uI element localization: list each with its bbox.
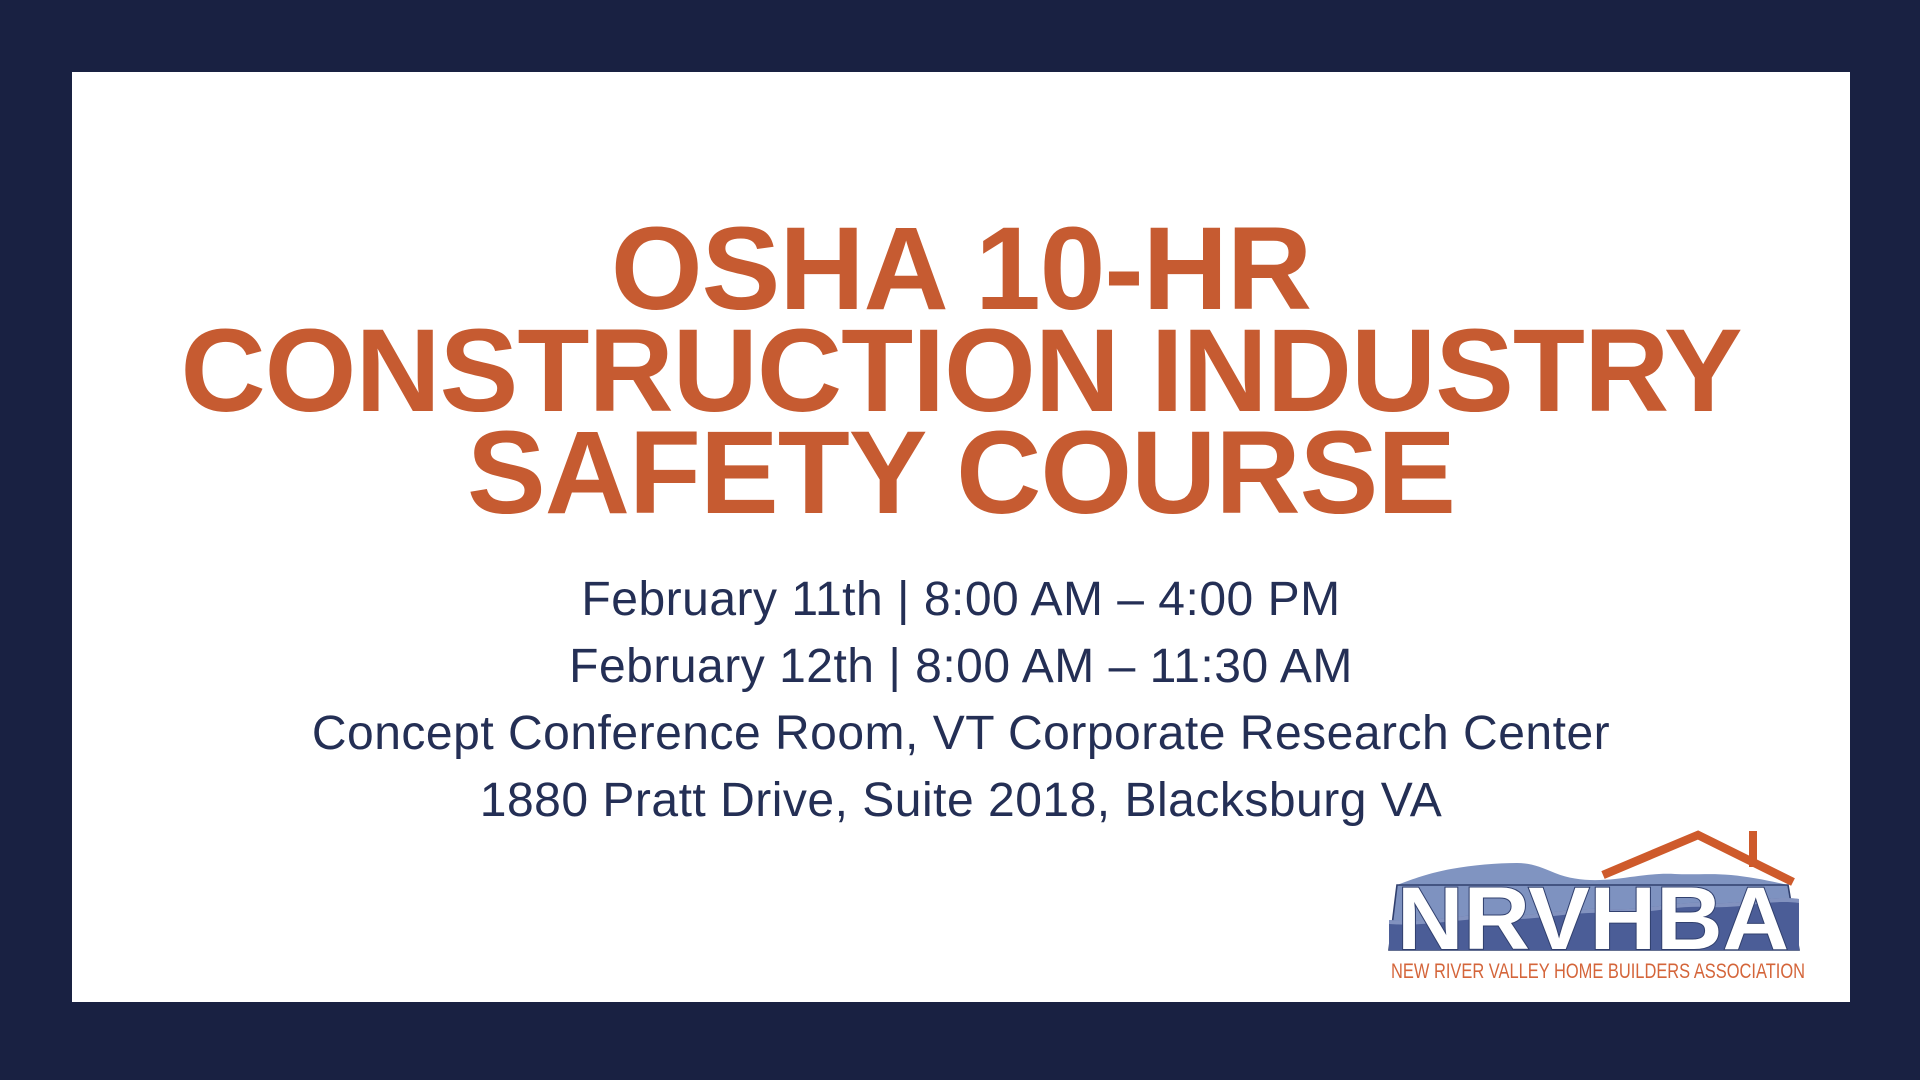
schedule-day1: February 11th | 8:00 AM – 4:00 PM	[581, 573, 1341, 626]
logo-acronym: NRVHBA	[1397, 868, 1789, 968]
nrvhba-logo-graphic	[1389, 823, 1821, 989]
nrvhba-logo	[1389, 823, 1821, 989]
schedule-day2: February 12th | 8:00 AM – 11:30 AM	[569, 640, 1353, 693]
course-title-line-2: CONSTRUCTION INDUSTRY	[180, 305, 1742, 437]
venue: Concept Conference Room, VT Corporate Research Center	[311, 707, 1611, 760]
course-title-line-1: OSHA 10-HR	[610, 203, 1312, 335]
event-details	[72, 566, 1850, 834]
course-title	[72, 203, 1850, 539]
logo-caption: NEW RIVER VALLEY HOME BUILDERS ASSOCIATION	[1391, 960, 1805, 983]
address: 1880 Pratt Drive, Suite 2018, Blacksburg VA	[479, 774, 1443, 827]
course-title-line-3: SAFETY COURSE	[467, 407, 1455, 539]
flyer-card	[72, 72, 1850, 1002]
